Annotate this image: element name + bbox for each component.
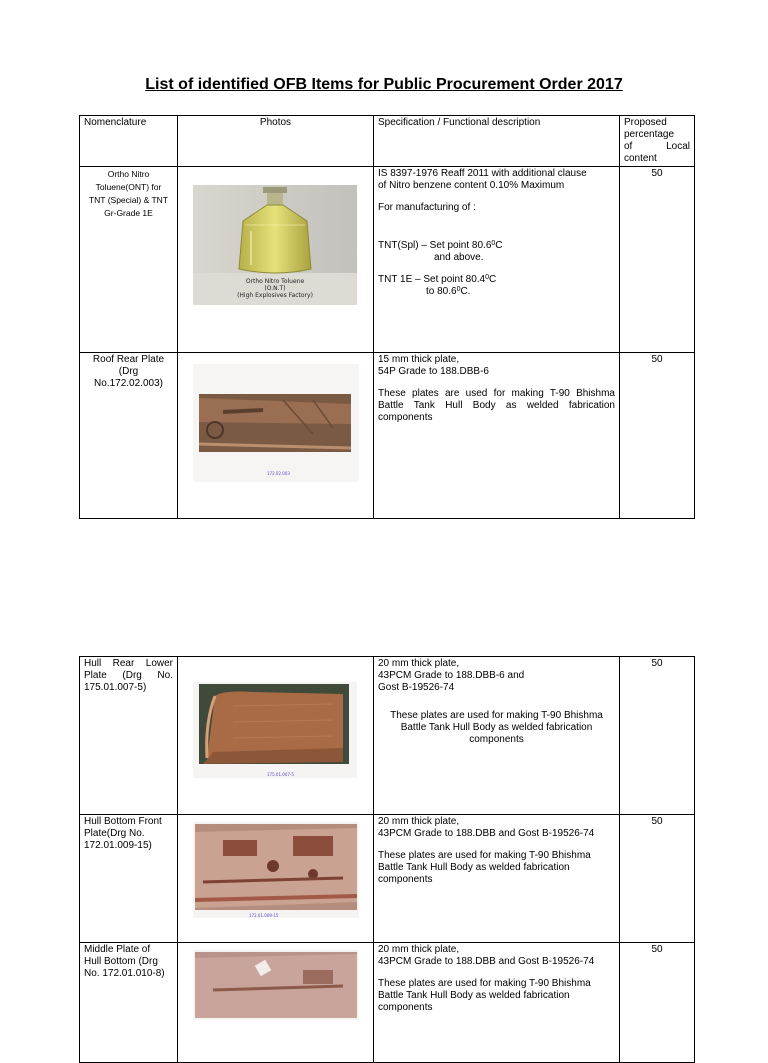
ont-bottle-photo xyxy=(193,185,357,305)
roof-rear-plate-photo xyxy=(193,364,359,482)
photo-label: 172.01.009-15 xyxy=(249,913,279,918)
middle-plate-photo xyxy=(193,950,359,1020)
table-row xyxy=(80,167,695,353)
photo-cell xyxy=(178,167,374,353)
items-table-1 xyxy=(79,115,695,519)
photo-caption: Ortho Nitro Toluene (O.N.T) (High Explosives Factory) xyxy=(237,278,313,299)
spec-cell: 15 mm thick plate, 54P Grade to 188.DBB-6 These plates are used for making T-90 Bhishma Battle Tank Hull Body as welded fabrication components xyxy=(374,353,620,519)
spec-cell: IS 8397-1976 Reaff 2011 with additional clause of Nitro benzene content 0.10% Maximum For manufacturing of : TNT(Spl) – Set point 80.6$^0$C and above. TNT 1E – Set point 80.4$^0$C to 80.6$^0$C. xyxy=(374,167,620,353)
table-row xyxy=(80,815,695,943)
header-photos: Photos xyxy=(178,116,374,167)
nomenclature-cell: Middle Plate of Hull Bottom (Drg No. 172.01.010-8) xyxy=(80,943,178,1063)
header-percentage: Proposed percentage of Local content xyxy=(620,116,695,167)
percentage-cell: 50 xyxy=(620,815,695,943)
photo-cell xyxy=(178,815,374,943)
spec-cell: 20 mm thick plate, 43PCM Grade to 188.DBB-6 and Gost B-19526-74 These plates are used for making T-90 Bhishma Battle Tank Hull Body as welded fabrication components xyxy=(374,657,620,815)
items-table-2 xyxy=(79,656,695,1063)
photo-label: 175.01.007-5 xyxy=(267,772,294,777)
table-header-row xyxy=(80,116,695,167)
table-row xyxy=(80,657,695,815)
nomenclature-cell: Ortho Nitro Toluene(ONT) for TNT (Special) & TNT Gr-Grade 1E xyxy=(80,167,178,353)
page-title: List of identified OFB Items for Public Procurement Order 2017 xyxy=(145,76,623,93)
photo-cell xyxy=(178,657,374,815)
header-spec: Specification / Functional description xyxy=(374,116,620,167)
photo-cell xyxy=(178,943,374,1063)
table-row xyxy=(80,943,695,1063)
percentage-cell: 50 xyxy=(620,353,695,519)
photo-label: 172.02.003 xyxy=(267,471,290,476)
spec-cell: 20 mm thick plate, 43PCM Grade to 188.DBB and Gost B-19526-74 These plates are used for making T-90 Bhishma Battle Tank Hull Body as welded fabrication components xyxy=(374,815,620,943)
nomenclature-cell: Hull Rear Lower Plate (Drg No. 175.01.007-5) xyxy=(80,657,178,815)
header-nomenclature: Nomenclature xyxy=(80,116,178,167)
hull-rear-lower-plate-photo xyxy=(193,682,357,778)
percentage-cell: 50 xyxy=(620,943,695,1063)
spec-cell: 20 mm thick plate, 43PCM Grade to 188.DBB and Gost B-19526-74 These plates are used for making T-90 Bhishma Battle Tank Hull Body as welded fabrication components xyxy=(374,943,620,1063)
hull-bottom-front-plate-photo xyxy=(193,822,359,918)
nomenclature-cell: Roof Rear Plate (Drg No.172.02.003) xyxy=(80,353,178,519)
photo-cell xyxy=(178,353,374,519)
table-row xyxy=(80,353,695,519)
percentage-cell: 50 xyxy=(620,167,695,353)
percentage-cell: 50 xyxy=(620,657,695,815)
nomenclature-cell: Hull Bottom Front Plate(Drg No. 172.01.009-15) xyxy=(80,815,178,943)
